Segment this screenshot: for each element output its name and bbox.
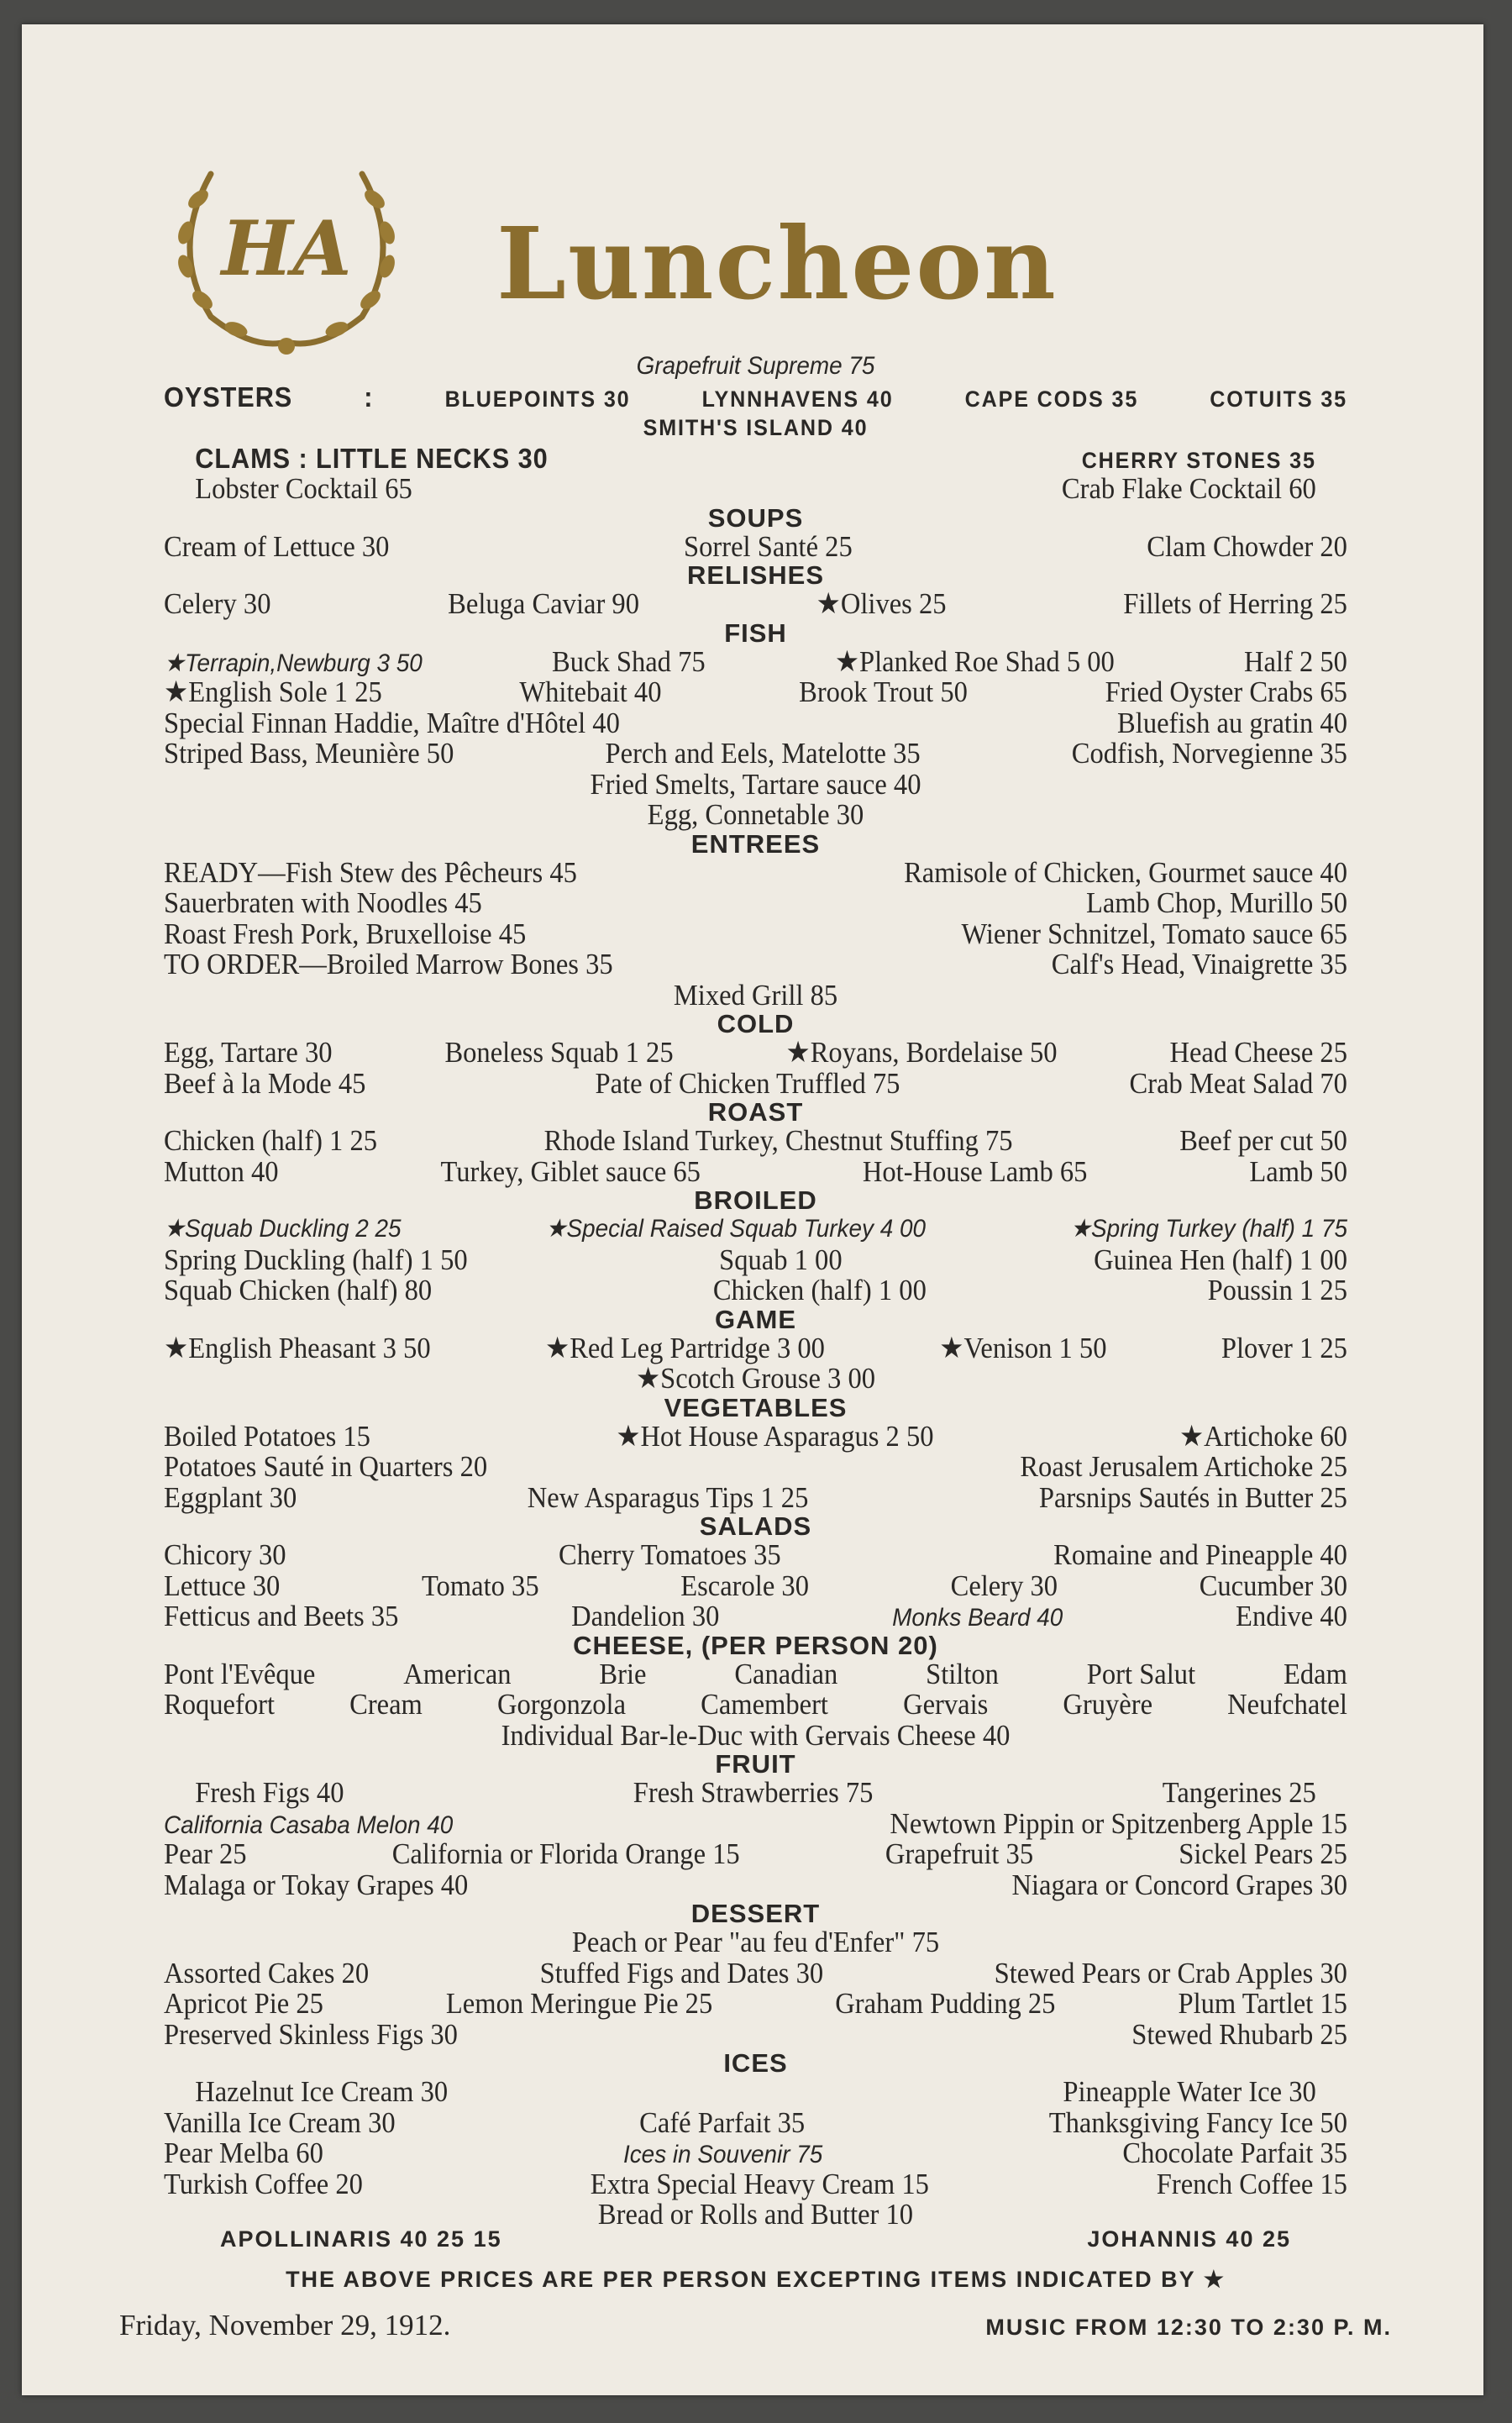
menu-row — [164, 1364, 1347, 1395]
menu-row — [164, 1989, 1347, 2020]
menu-item: Turkish Coffee 20 — [164, 2167, 363, 2200]
menu-row — [164, 2169, 1347, 2200]
menu-row — [164, 2138, 1347, 2169]
menu-row — [164, 1214, 1347, 1245]
menu-item: Egg, Connetable 30 — [647, 798, 864, 831]
section-heading: GAME — [715, 1304, 796, 1334]
menu-item: Vanilla Ice Cream 30 — [164, 2105, 396, 2139]
menu-item: Roquefort — [164, 1688, 276, 1721]
menu-item: Hazelnut Ice Cream 30 — [195, 2075, 449, 2108]
menu-item: Rhode Island Turkey, Chestnut Stuffing 75 — [543, 1124, 1013, 1157]
menu-item: Squab 1 00 — [719, 1243, 843, 1276]
menu-row — [164, 644, 1347, 678]
menu-item: READY—Fish Stew des Pêcheurs 45 — [164, 855, 577, 889]
menu-row — [164, 351, 1347, 382]
menu-item: Plum Tartlet 15 — [1178, 1987, 1347, 2020]
menu-row — [164, 980, 1347, 1012]
menu-item: Gorgonzola — [496, 1688, 627, 1721]
menu-item: Half 2 50 — [1243, 644, 1347, 678]
menu-item: Potatoes Sauté in Quarters 20 — [164, 1450, 488, 1483]
menu-item: California Casaba Melon 40 — [164, 1811, 454, 1839]
menu-row — [164, 1870, 1347, 1901]
menu-item: ★Planked Roe Shad 5 00 — [834, 644, 1115, 678]
menu-row — [164, 1571, 1347, 1602]
menu-row — [164, 1601, 1347, 1632]
menu-item: Mixed Grill 85 — [673, 978, 838, 1012]
menu-body — [119, 351, 1392, 2231]
menu-item: Café Parfait 35 — [639, 2105, 806, 2139]
section-heading: FISH — [724, 618, 787, 648]
menu-item: ★Artichoke 60 — [1179, 1419, 1347, 1453]
menu-row — [164, 888, 1347, 919]
menu-date: Friday, November 29, 1912. — [119, 2309, 451, 2342]
menu-row — [164, 1275, 1347, 1306]
menu-item: Fried Smelts, Tartare sauce 40 — [590, 767, 921, 801]
menu-item: Perch and Eels, Matelotte 35 — [605, 737, 921, 770]
menu-item: ★English Sole 1 25 — [164, 675, 382, 708]
menu-item: Brie — [599, 1657, 647, 1690]
menu-item: Niagara or Concord Grapes 30 — [1011, 1868, 1347, 1901]
menu-item: Lettuce 30 — [164, 1569, 281, 1602]
menu-row — [164, 444, 1347, 475]
menu-item: Tangerines 25 — [1162, 1776, 1316, 1809]
menu-item: ★Red Leg Partridge 3 00 — [545, 1331, 825, 1364]
menu-item: Pineapple Water Ice 30 — [1063, 2075, 1316, 2108]
menu-item: Eggplant 30 — [164, 1480, 297, 1514]
menu-item: COTUITS 35 — [1210, 386, 1347, 412]
menu-item: Grapefruit Supreme 75 — [636, 352, 875, 380]
menu-item: Fresh Strawberries 75 — [633, 1776, 874, 1809]
menu-item: Guinea Hen (half) 1 00 — [1094, 1243, 1347, 1276]
monogram-text: HA — [221, 204, 352, 293]
menu-item: Turkey, Giblet sauce 65 — [440, 1154, 701, 1188]
menu-row — [164, 1452, 1347, 1483]
menu-row — [164, 1480, 1347, 1514]
menu-item: Bread or Rolls and Butter 10 — [597, 2198, 914, 2231]
menu-row — [164, 1126, 1347, 1157]
menu-item: Chicken (half) 1 25 — [164, 1124, 378, 1157]
menu-item: SMITH'S ISLAND 40 — [643, 415, 869, 440]
menu-item: Parsnips Sautés in Butter 25 — [1038, 1480, 1347, 1514]
menu-item: Ramisole of Chicken, Gourmet sauce 40 — [904, 855, 1347, 889]
menu-item: ★Squab Duckling 2 25 — [164, 1215, 402, 1243]
menu-row — [164, 1154, 1347, 1188]
menu-item: Gruyère — [1063, 1688, 1153, 1721]
menu-row — [164, 474, 1347, 505]
menu-item: Pear 25 — [164, 1837, 247, 1870]
menu-row — [164, 2105, 1347, 2139]
menu-item: CLAMS : LITTLE NECKS 30 — [195, 442, 549, 474]
menu-item: Port Salut — [1086, 1657, 1196, 1690]
menu-item: Chicken (half) 1 00 — [712, 1274, 927, 1306]
menu-item: Beluga Caviar 90 — [448, 587, 639, 620]
menu-item: Thanksgiving Fancy Ice 50 — [1048, 2105, 1347, 2139]
menu-item: Roast Fresh Pork, Bruxelloise 45 — [164, 917, 527, 950]
menu-item: CAPE CODS 35 — [964, 386, 1139, 412]
menu-item: Graham Pudding 25 — [835, 1987, 1056, 2020]
menu-item: : — [364, 381, 374, 413]
menu-item: Bluefish au gratin 40 — [1117, 706, 1347, 739]
menu-row — [164, 919, 1347, 950]
section-heading: BROILED — [694, 1185, 817, 1215]
menu-item: Whitebait 40 — [519, 675, 662, 708]
menu-item: Clam Chowder 20 — [1147, 529, 1347, 563]
menu-item: Grapefruit 35 — [885, 1837, 1034, 1870]
menu-item: Gervais — [903, 1688, 989, 1721]
menu-item: Sickel Pears 25 — [1179, 1837, 1347, 1870]
menu-item: Dandelion 30 — [571, 1600, 720, 1632]
menu-item: Malaga or Tokay Grapes 40 — [164, 1868, 469, 1901]
menu-row — [164, 767, 1347, 801]
menu-item: Individual Bar-le-Duc with Gervais Cheese 40 — [501, 1718, 1011, 1752]
menu-item: Pont l'Evêque — [164, 1657, 316, 1690]
menu-item: Beef à la Mode 45 — [164, 1066, 366, 1100]
menu-row — [164, 589, 1347, 620]
menu-item: Brook Trout 50 — [799, 675, 968, 708]
menu-item: Preserved Skinless Figs 30 — [164, 2017, 458, 2051]
menu-item: American — [403, 1657, 512, 1690]
menu-item: Beef per cut 50 — [1179, 1124, 1347, 1157]
menu-item: Camembert — [701, 1688, 828, 1721]
menu-item: Cherry Tomatoes 35 — [558, 1538, 781, 1571]
menu-item: Newtown Pippin or Spitzenberg Apple 15 — [890, 1806, 1347, 1840]
menu-item: OYSTERS — [164, 381, 293, 413]
menu-item: Crab Meat Salad 70 — [1129, 1066, 1347, 1100]
menu-item: Codfish, Norvegienne 35 — [1071, 737, 1347, 770]
menu-row — [164, 1659, 1347, 1690]
menu-item: Endive 40 — [1236, 1600, 1347, 1632]
section-heading: ICES — [723, 2048, 788, 2078]
menu-item: Poussin 1 25 — [1207, 1274, 1347, 1306]
menu-item: Fried Oyster Crabs 65 — [1105, 675, 1347, 708]
section-heading: DESSERT — [690, 1899, 821, 1928]
menu-item: Mutton 40 — [164, 1154, 279, 1188]
menu-item: Squab Chicken (half) 80 — [164, 1274, 433, 1306]
menu-item: Chocolate Parfait 35 — [1122, 2137, 1347, 2169]
footer — [119, 2226, 1392, 2342]
menu-item: ★Royans, Bordelaise 50 — [785, 1036, 1058, 1069]
menu-row — [164, 1718, 1347, 1752]
monogram-wreath-logo — [160, 140, 412, 372]
menu-item: Celery 30 — [164, 587, 271, 620]
menu-row — [164, 1806, 1347, 1840]
menu-row — [164, 1690, 1347, 1721]
menu-item: Apricot Pie 25 — [164, 1987, 323, 2020]
menu-item: Sauerbraten with Noodles 45 — [164, 886, 482, 919]
menu-item: Fetticus and Beets 35 — [164, 1600, 399, 1632]
menu-item: Egg, Tartare 30 — [164, 1036, 333, 1069]
menu-item: Lamb Chop, Murillo 50 — [1085, 886, 1347, 919]
menu-item: TO ORDER—Broiled Marrow Bones 35 — [164, 948, 613, 980]
menu-item: ★Spring Turkey (half) 1 75 — [1069, 1215, 1347, 1243]
menu-item: California or Florida Orange 15 — [391, 1837, 740, 1870]
menu-item: Crab Flake Cocktail 60 — [1061, 472, 1316, 505]
menu-row — [164, 382, 1347, 413]
menu-row — [164, 2077, 1347, 2108]
menu-item: ★Hot House Asparagus 2 50 — [616, 1419, 934, 1453]
menu-item: Lemon Meringue Pie 25 — [445, 1987, 713, 2020]
menu-item: Spring Duckling (half) 1 50 — [164, 1243, 468, 1276]
menu-row — [164, 708, 1347, 739]
menu-row — [164, 1778, 1347, 1809]
menu-item: Tomato 35 — [421, 1569, 539, 1602]
menu-item: Cream of Lettuce 30 — [164, 529, 390, 563]
menu-item: Canadian — [734, 1657, 838, 1690]
section-heading: CHEESE, (PER PERSON 20) — [573, 1630, 938, 1660]
menu-item: ★English Pheasant 3 50 — [164, 1331, 431, 1364]
menu-row — [164, 1839, 1347, 1870]
menu-item: Fillets of Herring 25 — [1123, 587, 1347, 620]
section-heading: ROAST — [707, 1097, 804, 1127]
menu-item: Stewed Pears or Crab Apples 30 — [994, 1956, 1347, 1989]
section-heading: ENTREES — [690, 828, 821, 859]
section-heading: SALADS — [699, 1511, 812, 1541]
section-heading: FRUIT — [715, 1749, 796, 1779]
menu-row — [164, 1333, 1347, 1364]
menu-row — [164, 1038, 1347, 1069]
johannis-price: JOHANNIS 40 25 — [1087, 2226, 1291, 2252]
menu-item: Edam — [1283, 1657, 1347, 1690]
menu-item: Special Finnan Haddie, Maître d'Hôtel 40 — [164, 706, 620, 739]
menu-item: Pear Melba 60 — [164, 2137, 323, 2169]
menu-item: French Coffee 15 — [1156, 2167, 1347, 2200]
section-heading: SOUPS — [707, 502, 804, 533]
menu-item: Stilton — [926, 1657, 999, 1690]
menu-row — [164, 855, 1347, 889]
menu-item: Ices in Souvenir 75 — [622, 2141, 823, 2168]
section-heading: COLD — [717, 1009, 795, 1038]
menu-item: Sorrel Santé 25 — [684, 529, 853, 563]
menu-item: Celery 30 — [950, 1569, 1058, 1602]
music-hours: MUSIC FROM 12:30 TO 2:30 P. M. — [985, 2315, 1392, 2340]
menu-row — [164, 1540, 1347, 1571]
menu-item: Chicory 30 — [164, 1538, 286, 1571]
menu-row — [164, 800, 1347, 831]
menu-row — [164, 1245, 1347, 1276]
menu-row — [164, 949, 1347, 980]
menu-item: LYNNHAVENS 40 — [701, 386, 894, 412]
section-heading: RELISHES — [686, 560, 825, 590]
menu-row — [164, 2017, 1347, 2051]
menu-item: Extra Special Heavy Cream 15 — [590, 2167, 929, 2200]
menu-item: ★Special Raised Squab Turkey 4 00 — [545, 1215, 927, 1243]
menu-item: Assorted Cakes 20 — [164, 1956, 370, 1989]
menu-item: Lobster Cocktail 65 — [195, 472, 412, 505]
menu-item: Neufchatel — [1227, 1688, 1347, 1721]
menu-item: Wiener Schnitzel, Tomato sauce 65 — [961, 917, 1347, 950]
menu-item: Lamb 50 — [1249, 1154, 1347, 1188]
menu-item: Pate of Chicken Truffled 75 — [595, 1066, 900, 1100]
menu-row — [164, 529, 1347, 563]
menu-row — [164, 1419, 1347, 1453]
menu-item: Boiled Potatoes 15 — [164, 1419, 370, 1453]
menu-item: ★Venison 1 50 — [939, 1331, 1107, 1364]
menu-item: Boneless Squab 1 25 — [444, 1036, 674, 1069]
menu-row — [164, 1927, 1347, 1958]
apollinaris-price: APOLLINARIS 40 25 15 — [220, 2226, 502, 2252]
menu-item: ★Scotch Grouse 3 00 — [635, 1362, 876, 1395]
menu-item: Escarole 30 — [680, 1569, 809, 1602]
menu-row — [164, 1066, 1347, 1100]
menu-item: New Asparagus Tips 1 25 — [527, 1480, 809, 1514]
pricing-note: THE ABOVE PRICES ARE PER PERSON EXCEPTING ITEMS INDICATED BY ★ — [286, 2267, 1226, 2292]
menu-row — [164, 677, 1347, 708]
menu-item: ★Terrapin,Newburg 3 50 — [164, 649, 423, 677]
menu-item: Fresh Figs 40 — [195, 1776, 344, 1809]
menu-item: Peach or Pear "au feu d'Enfer" 75 — [571, 1926, 940, 1958]
menu-row — [164, 738, 1347, 770]
menu-item: Roast Jerusalem Artichoke 25 — [1020, 1450, 1347, 1483]
menu-item: Cucumber 30 — [1199, 1569, 1347, 1602]
menu-item: Romaine and Pineapple 40 — [1053, 1538, 1347, 1571]
menu-item: ★Olives 25 — [816, 587, 947, 620]
menu-row — [164, 413, 1347, 444]
menu-row — [164, 1958, 1347, 1989]
menu-item: Stuffed Figs and Dates 30 — [539, 1956, 824, 1989]
menu-item: Stewed Rhubarb 25 — [1131, 2017, 1347, 2051]
menu-item: Head Cheese 25 — [1169, 1036, 1347, 1069]
menu-item: Striped Bass, Meunière 50 — [164, 737, 454, 770]
menu-item: Cream — [349, 1688, 423, 1721]
menu-item: Hot-House Lamb 65 — [862, 1154, 1088, 1188]
menu-item: Calf's Head, Vinaigrette 35 — [1051, 948, 1347, 980]
menu-item: Buck Shad 75 — [552, 644, 706, 678]
menu-item: CHERRY STONES 35 — [1081, 447, 1316, 473]
menu-item: Plover 1 25 — [1221, 1331, 1347, 1364]
section-heading: VEGETABLES — [664, 1392, 848, 1422]
menu-title: Luncheon — [496, 205, 1058, 322]
menu-item: Monks Beard 40 — [892, 1604, 1063, 1632]
menu-item: BLUEPOINTS 30 — [444, 386, 631, 412]
